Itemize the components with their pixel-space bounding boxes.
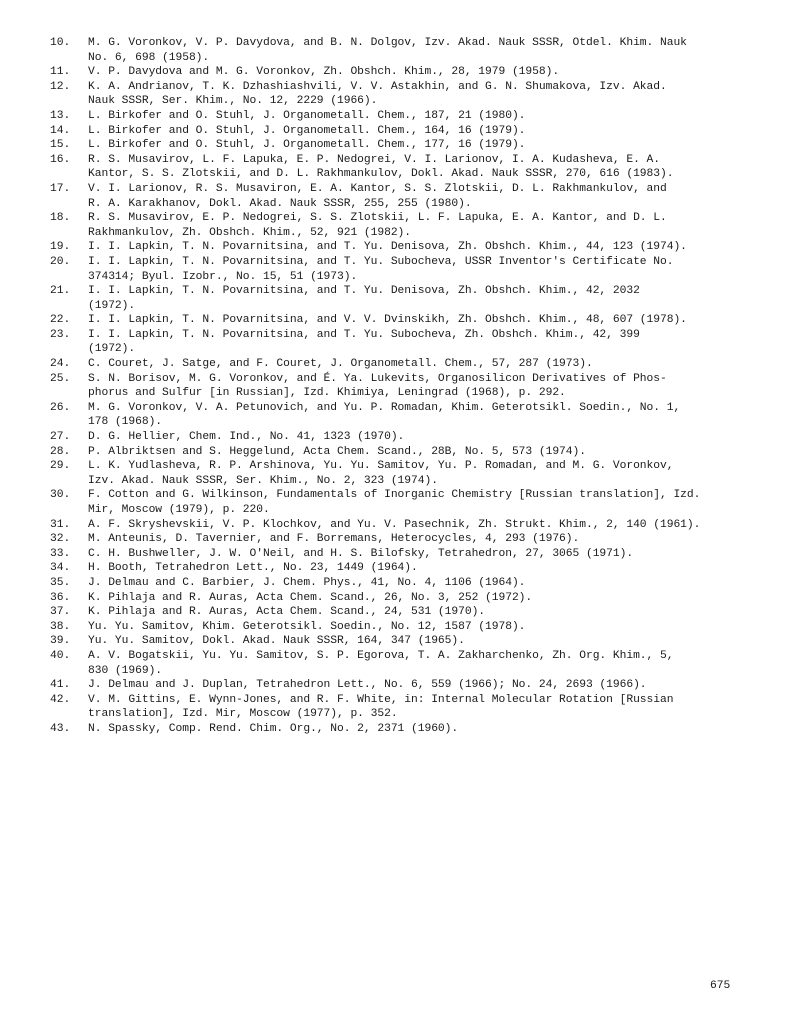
reference-number: 28. <box>50 445 71 458</box>
reference-number: 10. <box>50 37 71 49</box>
reference-item <box>50 357 760 372</box>
reference-item <box>50 36 760 65</box>
reference-number: 15. <box>50 139 71 152</box>
reference-number: 11. <box>50 66 71 79</box>
reference-text: M. G. Voronkov, V. P. Davydova, and B. N. Dolgov, Izv. Akad. Nauk SSSR, Otdel. Khim. Nauk No. 6, 698 (1958). <box>88 37 687 64</box>
reference-item <box>50 693 760 722</box>
reference-item <box>50 124 760 139</box>
reference-item <box>50 153 760 182</box>
reference-number: 26. <box>50 401 71 414</box>
reference-item <box>50 532 760 547</box>
reference-item <box>50 80 760 109</box>
reference-text: Yu. Yu. Samitov, Dokl. Akad. Nauk SSSR, 164, 347 (1965). <box>88 635 465 648</box>
reference-item <box>50 372 760 401</box>
reference-item <box>50 547 760 562</box>
reference-item <box>50 313 760 328</box>
reference-text: L. Birkofer and O. Stuhl, J. Organometall. Chem., 164, 16 (1979). <box>88 124 526 137</box>
reference-item <box>50 284 760 313</box>
reference-text: A. F. Skryshevskii, V. P. Klochkov, and Yu. V. Pasechnik, Zh. Strukt. Khim., 2, 140 (1961). <box>88 518 701 531</box>
reference-item <box>50 561 760 576</box>
reference-number: 24. <box>50 358 71 371</box>
reference-item <box>50 445 760 460</box>
reference-text: S. N. Borisov, M. G. Voronkov, and É. Ya. Lukevits, Organosilicon Derivatives of Phos- phorus and Sulfur [in Russian], Izd. Khimiya, Leningrad (1968), p. 292. <box>88 372 667 400</box>
reference-number: 40. <box>50 649 71 662</box>
reference-number: 42. <box>50 693 71 706</box>
reference-text: N. Spassky, Comp. Rend. Chim. Org., No. 2, 2371 (1960). <box>88 722 459 735</box>
reference-number: 17. <box>50 182 71 195</box>
reference-text: J. Delmau and J. Duplan, Tetrahedron Lett., No. 6, 559 (1966); No. 24, 2693 (1966). <box>88 679 647 692</box>
reference-item <box>50 109 760 124</box>
reference-text: J. Delmau and C. Barbier, J. Chem. Phys., 41, No. 4, 1106 (1964). <box>88 576 526 589</box>
reference-text: C. H. Bushweller, J. W. O'Neil, and H. S. Bilofsky, Tetrahedron, 27, 3065 (1971). <box>88 547 634 560</box>
reference-item <box>50 182 760 211</box>
reference-number: 21. <box>50 285 71 298</box>
reference-number: 35. <box>50 576 71 589</box>
reference-item <box>50 591 760 606</box>
page-number: 675 <box>710 980 731 992</box>
reference-number: 16. <box>50 153 71 166</box>
reference-item <box>50 722 760 737</box>
reference-text: K. Pihlaja and R. Auras, Acta Chem. Scand., 26, No. 3, 252 (1972). <box>88 591 533 604</box>
reference-text: I. I. Lapkin, T. N. Povarnitsina, and T. Yu. Subocheva, USSR Inventor's Certificate No. 374314; Byul. Izobr., No. 15, 51 (1973). <box>88 255 674 283</box>
reference-number: 27. <box>50 431 71 444</box>
reference-number: 20. <box>50 255 71 268</box>
reference-text: M. G. Voronkov, V. A. Petunovich, and Yu. P. Romadan, Khim. Geterotsikl. Soedin., No. 1, 178 (1968). <box>88 401 681 429</box>
reference-text: A. V. Bogatskii, Yu. Yu. Samitov, S. P. Egorova, T. A. Zakharchenko, Zh. Org. Khim., 5, 830 (1969). <box>88 649 674 677</box>
reference-item <box>50 605 760 620</box>
reference-text: I. I. Lapkin, T. N. Povarnitsina, and T. Yu. Subocheva, Zh. Obshch. Khim., 42, 399 (1972). <box>88 328 640 356</box>
reference-item <box>50 678 760 693</box>
reference-number: 22. <box>50 314 71 327</box>
reference-text: V. M. Gittins, E. Wynn-Jones, and R. F. White, in: Internal Molecular Rotation [Russian translation], Izd. Mir, Moscow (1977), p. 352. <box>88 693 674 721</box>
reference-number: 13. <box>50 109 71 122</box>
reference-item <box>50 240 760 255</box>
reference-text: C. Couret, J. Satge, and F. Couret, J. Organometall. Chem., 57, 287 (1973). <box>88 358 593 371</box>
reference-item <box>50 518 760 533</box>
reference-number: 41. <box>50 679 71 692</box>
reference-number: 32. <box>50 533 71 546</box>
reference-number: 43. <box>50 722 71 735</box>
reference-number: 37. <box>50 606 71 619</box>
reference-text: L. K. Yudlasheva, R. P. Arshinova, Yu. Yu. Samitov, Yu. P. Romadan, and M. G. Voronkov, Izv. Akad. Nauk SSSR, Ser. Khim., No. 2, 323 (1974). <box>88 460 674 487</box>
reference-text: R. S. Musavirov, E. P. Nedogrei, S. S. Zlotskii, L. F. Lapuka, E. A. Kantor, and D. L. Rakhmankulov, Zh. Obshch. Khim., 52, 921 (1982). <box>88 212 667 239</box>
reference-number: 34. <box>50 562 71 575</box>
reference-number: 23. <box>50 328 71 341</box>
reference-text: I. I. Lapkin, T. N. Povarnitsina, and T. Yu. Denisova, Zh. Obshch. Khim., 44, 123 (1974). <box>88 241 687 254</box>
reference-item <box>50 65 760 80</box>
reference-item <box>50 634 760 649</box>
reference-number: 38. <box>50 620 71 633</box>
reference-number: 36. <box>50 591 71 604</box>
reference-item <box>50 620 760 635</box>
reference-number: 14. <box>50 124 71 137</box>
reference-item <box>50 401 760 430</box>
reference-number: 39. <box>50 635 71 648</box>
reference-number: 12. <box>50 80 71 93</box>
reference-text: V. P. Davydova and M. G. Voronkov, Zh. Obshch. Khim., 28, 1979 (1958). <box>88 66 560 79</box>
reference-text: K. A. Andrianov, T. K. Dzhashiashvili, V. V. Astakhin, and G. N. Shumakova, Izv. Akad. Nauk SSSR, Ser. Khim., No. 12, 2229 (1966). <box>88 80 667 108</box>
reference-text: V. I. Larionov, R. S. Musaviron, E. A. Kantor, S. S. Zlotskii, D. L. Rakhmankulov, and R. A. Karakhanov, Dokl. Akad. Nauk SSSR, 255, 255 (1980). <box>88 182 667 210</box>
reference-text: L. Birkofer and O. Stuhl, J. Organometall. Chem., 187, 21 (1980). <box>88 109 526 122</box>
reference-number: 33. <box>50 547 71 560</box>
reference-text: I. I. Lapkin, T. N. Povarnitsina, and T. Yu. Denisova, Zh. Obshch. Khim., 42, 2032 (1972). <box>88 285 640 312</box>
reference-item <box>50 138 760 153</box>
reference-item <box>50 430 760 445</box>
reference-text: M. Anteunis, D. Tavernier, and F. Borremans, Heterocycles, 4, 293 (1976). <box>88 533 580 546</box>
reference-item <box>50 211 760 240</box>
reference-number: 18. <box>50 212 71 225</box>
reference-number: 30. <box>50 489 71 502</box>
reference-text: L. Birkofer and O. Stuhl, J. Organometall. Chem., 177, 16 (1979). <box>88 139 526 152</box>
reference-number: 19. <box>50 241 71 254</box>
reference-item <box>50 255 760 284</box>
reference-text: F. Cotton and G. Wilkinson, Fundamentals of Inorganic Chemistry [Russian translation], Izd. Mir, Moscow (1979), p. 220. <box>88 489 701 516</box>
reference-item <box>50 328 760 357</box>
reference-text: D. G. Hellier, Chem. Ind., No. 41, 1323 (1970). <box>88 431 405 444</box>
reference-item <box>50 488 760 517</box>
reference-number: 31. <box>50 518 71 531</box>
reference-text: I. I. Lapkin, T. N. Povarnitsina, and V. V. Dvinskikh, Zh. Obshch. Khim., 48, 607 (1978). <box>88 314 687 327</box>
reference-number: 25. <box>50 372 71 385</box>
reference-text: H. Booth, Tetrahedron Lett., No. 23, 1449 (1964). <box>88 562 418 575</box>
reference-number: 29. <box>50 460 71 473</box>
reference-text: K. Pihlaja and R. Auras, Acta Chem. Scand., 24, 531 (1970). <box>88 606 486 619</box>
reference-text: R. S. Musavirov, L. F. Lapuka, E. P. Nedogrei, V. I. Larionov, I. A. Kudasheva, E. A. Kantor, S. S. Zlotskii, and D. L. Rakhmankulov, Dokl. Akad. Nauk SSSR, 270, 616 (1983). <box>88 153 674 181</box>
reference-item <box>50 649 760 678</box>
reference-item <box>50 459 760 488</box>
reference-text: P. Albriktsen and S. Heggelund, Acta Chem. Scand., 28B, No. 5, 573 (1974). <box>88 445 586 458</box>
reference-list <box>50 36 760 737</box>
reference-text: Yu. Yu. Samitov, Khim. Geterotsikl. Soedin., No. 12, 1587 (1978). <box>88 620 526 633</box>
reference-item <box>50 576 760 591</box>
